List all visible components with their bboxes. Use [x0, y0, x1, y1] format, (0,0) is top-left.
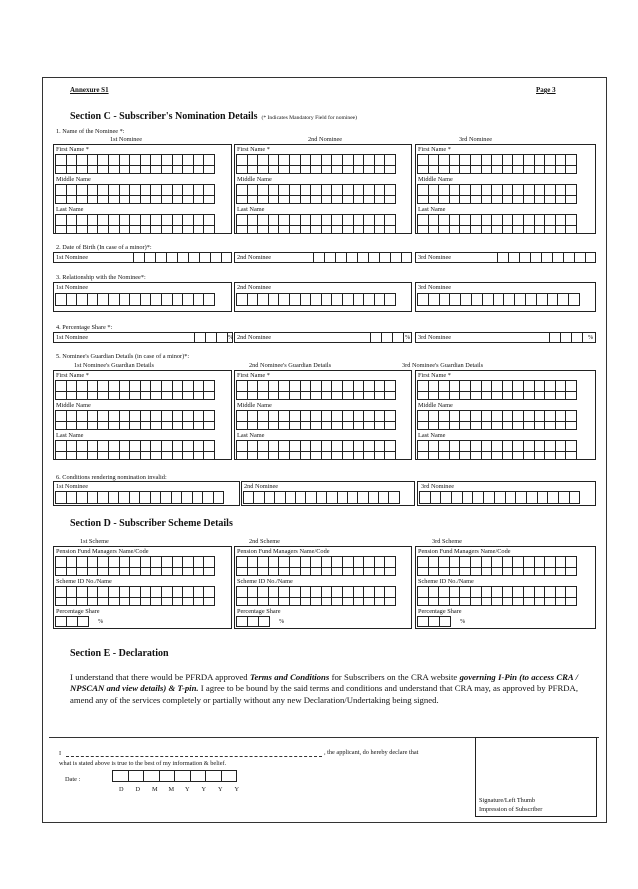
- share-nominee-1-label: 1st Nominee: [56, 334, 89, 341]
- scheme-3-share-percent: %: [460, 618, 466, 625]
- char-cell[interactable]: [388, 491, 399, 504]
- q1-nominee-1-head: 1st Nominee: [110, 136, 143, 143]
- char-cell[interactable]: [205, 770, 222, 782]
- relationship-nominee-2-label: 2nd Nominee: [237, 284, 272, 291]
- nominee-2-last-name-row2[interactable]: [236, 225, 396, 234]
- belief-text: what is stated above is true to the best of my information & belief.: [59, 760, 227, 767]
- char-cell[interactable]: [565, 597, 577, 606]
- guardian-1-middle-name-label: Middle Name: [56, 402, 91, 409]
- char-cell[interactable]: [203, 293, 215, 306]
- scheme-2-share-cells[interactable]: [236, 616, 270, 627]
- char-cell[interactable]: [203, 225, 215, 234]
- scheme-2-pfm-row2[interactable]: [236, 567, 396, 576]
- char-cell[interactable]: [210, 252, 222, 263]
- scheme-3-head: 3rd Scheme: [432, 538, 462, 545]
- nominee-2-middle-name-row2[interactable]: [236, 195, 396, 204]
- conditions-nominee-3-label: 3rd Nominee: [421, 483, 455, 490]
- decl-governing: governing I-Pin (to access CRA / NPSCAN and view details) & T-pin.: [70, 672, 579, 694]
- date-letter: M: [152, 786, 158, 793]
- decl-part-5: I agree to be bound by the said terms and conditions and understand that CRA may, as approved by PFRDA, amend any of the services completely or partially without any new Declaration/Undertaking being signed.: [70, 683, 578, 705]
- char-cell[interactable]: [77, 616, 89, 627]
- decl-part-1: I understand that there would be PFRDA approved: [70, 672, 250, 682]
- date-cells[interactable]: [112, 770, 237, 782]
- scheme-2-head: 2nd Scheme: [249, 538, 280, 545]
- nominee-2-last-name-label: Last Name: [237, 206, 265, 213]
- share-nominee-2-percent: %: [405, 334, 411, 341]
- decl-terms: Terms and Conditions: [250, 672, 330, 682]
- guardian-2-middle-name-row2[interactable]: [236, 421, 396, 430]
- scheme-2-share-percent: %: [279, 618, 285, 625]
- section-e-title: Section E - Declaration: [70, 648, 169, 659]
- scheme-2-scheme-id-label: Scheme ID No./Name: [237, 578, 293, 585]
- scheme-1-pfm-label: Pension Fund Managers Name/Code: [56, 548, 149, 555]
- q1-label: 1. Name of the Nominee *:: [56, 128, 125, 135]
- nominee-2-middle-name-label: Middle Name: [237, 176, 272, 183]
- char-cell[interactable]: [203, 451, 215, 460]
- char-cell[interactable]: [384, 195, 396, 204]
- guardian-1-head: 1st Nominee's Guardian Details: [74, 362, 155, 369]
- applicant-text: , the applicant, do hereby declare that: [324, 749, 419, 756]
- char-cell[interactable]: [565, 567, 577, 576]
- relationship-nominee-1-cells[interactable]: [55, 293, 215, 306]
- char-cell[interactable]: [384, 567, 396, 576]
- scheme-2-share-label: Percentage Share: [237, 608, 281, 615]
- char-cell[interactable]: [143, 770, 160, 782]
- date-letter: M: [168, 786, 175, 793]
- section-c-note: (* Indicates Mandatory Field for nominee): [261, 115, 358, 121]
- date-letter: D: [119, 786, 124, 793]
- share-nominee-2-label: 2nd Nominee: [237, 334, 272, 341]
- guardian-3-last-name-label: Last Name: [418, 432, 446, 439]
- scheme-3-scheme-id-label: Scheme ID No./Name: [418, 578, 474, 585]
- char-cell[interactable]: [128, 770, 145, 782]
- declare-i: I: [59, 750, 62, 757]
- nominee-1-middle-name-row2[interactable]: [55, 195, 215, 204]
- char-cell[interactable]: [390, 252, 402, 263]
- char-cell[interactable]: [203, 195, 215, 204]
- signature-box[interactable]: [475, 737, 597, 817]
- decl-part-3: for Subscribers on the CRA website: [329, 672, 460, 682]
- conditions-nominee-3-cells[interactable]: [419, 491, 580, 504]
- char-cell[interactable]: [213, 491, 225, 504]
- q4-label: 4. Percentage Share *:: [56, 324, 113, 331]
- guardian-3-middle-name-label: Middle Name: [418, 402, 453, 409]
- char-cell[interactable]: [384, 225, 396, 234]
- scheme-1-share-percent: %: [98, 618, 104, 625]
- nominee-3-middle-name-row2[interactable]: [417, 195, 577, 204]
- scheme-1-share-label: Percentage Share: [56, 608, 100, 615]
- scheme-1-head: 1st Scheme: [80, 538, 109, 545]
- conditions-nominee-1-label: 1st Nominee: [56, 483, 89, 490]
- char-cell[interactable]: [384, 421, 396, 430]
- char-cell[interactable]: [384, 165, 396, 174]
- section-c-title: Section C - Subscriber's Nomination Details: [70, 111, 258, 122]
- dob-nominee-2-cells[interactable]: [313, 252, 402, 263]
- guardian-3-first-name-row2[interactable]: [417, 391, 577, 400]
- date-letter: Y: [201, 786, 207, 793]
- date-letter: D: [135, 786, 141, 793]
- guardian-3-middle-name-row2[interactable]: [417, 421, 577, 430]
- char-cell[interactable]: [258, 616, 270, 627]
- char-cell[interactable]: [203, 597, 215, 606]
- char-cell[interactable]: [384, 293, 396, 306]
- relationship-nominee-3-cells[interactable]: [417, 293, 580, 306]
- applicant-name-line[interactable]: [66, 756, 322, 757]
- char-cell[interactable]: [190, 770, 207, 782]
- char-cell[interactable]: [574, 252, 586, 263]
- share-nominee-1-cells[interactable]: [194, 332, 228, 343]
- impression-label: Impression of Subscriber: [479, 806, 543, 813]
- scheme-3-pfm-row2[interactable]: [417, 567, 577, 576]
- guardian-3-last-name-row2[interactable]: [417, 451, 577, 460]
- char-cell[interactable]: [568, 293, 580, 306]
- q3-label: 3. Relationship with the Nominee*:: [56, 274, 146, 281]
- share-nominee-3-cells[interactable]: [549, 332, 583, 343]
- scheme-2-scheme-id-row2[interactable]: [236, 597, 396, 606]
- q5-label: 5. Nominee's Guardian Details (in case of a minor)*:: [56, 353, 190, 360]
- char-cell[interactable]: [203, 165, 215, 174]
- char-cell[interactable]: [569, 491, 581, 504]
- share-nominee-3-percent: %: [588, 334, 594, 341]
- char-cell[interactable]: [565, 225, 577, 234]
- char-cell[interactable]: [565, 451, 577, 460]
- nominee-1-first-name-row2[interactable]: [55, 165, 215, 174]
- scheme-3-pfm-label: Pension Fund Managers Name/Code: [418, 548, 511, 555]
- nominee-1-last-name-row2[interactable]: [55, 225, 215, 234]
- share-nominee-3-label: 3rd Nominee: [418, 334, 452, 341]
- share-nominee-1-percent: %: [228, 334, 234, 341]
- scheme-1-scheme-id-label: Scheme ID No./Name: [56, 578, 112, 585]
- char-cell[interactable]: [384, 391, 396, 400]
- dob-nominee-1-cells[interactable]: [133, 252, 222, 263]
- relationship-nominee-1-label: 1st Nominee: [56, 284, 89, 291]
- scheme-3-share-cells[interactable]: [417, 616, 451, 627]
- char-cell[interactable]: [571, 332, 583, 343]
- guardian-2-middle-name-label: Middle Name: [237, 402, 272, 409]
- char-cell[interactable]: [384, 451, 396, 460]
- char-cell[interactable]: [565, 421, 577, 430]
- q1-nominee-2-head: 2nd Nominee: [308, 136, 343, 143]
- char-cell[interactable]: [159, 770, 176, 782]
- dob-nominee-1-label: 1st Nominee: [56, 254, 89, 261]
- q2-label: 2. Date of Birth (In case of a minor)*:: [56, 244, 152, 251]
- scheme-1-scheme-id-row2[interactable]: [55, 597, 215, 606]
- char-cell[interactable]: [216, 332, 228, 343]
- guardian-3-head: 3rd Nominee's Guardian Details: [402, 362, 484, 369]
- declaration-text: [70, 672, 578, 706]
- share-nominee-2-cells[interactable]: [370, 332, 404, 343]
- nominee-3-first-name-row2[interactable]: [417, 165, 577, 174]
- section-d-title: Section D - Subscriber Scheme Details: [70, 518, 233, 529]
- guardian-1-first-name-label: First Name *: [56, 372, 89, 379]
- nominee-2-first-name-label: First Name *: [237, 146, 270, 153]
- dob-nominee-2-label: 2nd Nominee: [237, 254, 272, 261]
- char-cell[interactable]: [203, 567, 215, 576]
- guardian-1-middle-name-row2[interactable]: [55, 421, 215, 430]
- guardian-2-last-name-row2[interactable]: [236, 451, 396, 460]
- char-cell[interactable]: [203, 391, 215, 400]
- char-cell[interactable]: [174, 770, 191, 782]
- scheme-3-share-label: Percentage Share: [418, 608, 462, 615]
- guardian-1-first-name-row2[interactable]: [55, 391, 215, 400]
- char-cell[interactable]: [439, 616, 451, 627]
- guardian-2-first-name-row2[interactable]: [236, 391, 396, 400]
- date-label: Date :: [65, 776, 81, 783]
- char-cell[interactable]: [565, 165, 577, 174]
- guardian-2-last-name-label: Last Name: [237, 432, 265, 439]
- nominee-3-last-name-row2[interactable]: [417, 225, 577, 234]
- char-cell[interactable]: [392, 332, 404, 343]
- nominee-3-middle-name-label: Middle Name: [418, 176, 453, 183]
- char-cell[interactable]: [221, 770, 238, 782]
- scheme-1-pfm-row2[interactable]: [55, 567, 215, 576]
- char-cell[interactable]: [112, 770, 129, 782]
- scheme-2-pfm-label: Pension Fund Managers Name/Code: [237, 548, 330, 555]
- nominee-2-first-name-row2[interactable]: [236, 165, 396, 174]
- nominee-1-middle-name-label: Middle Name: [56, 176, 91, 183]
- nominee-3-last-name-label: Last Name: [418, 206, 446, 213]
- guardian-2-first-name-label: First Name *: [237, 372, 270, 379]
- nominee-1-last-name-label: Last Name: [56, 206, 84, 213]
- relationship-nominee-3-label: 3rd Nominee: [418, 284, 452, 291]
- conditions-nominee-2-label: 2nd Nominee: [244, 483, 279, 490]
- nominee-3-first-name-label: First Name *: [418, 146, 451, 153]
- char-cell[interactable]: [203, 421, 215, 430]
- conditions-nominee-2-cells[interactable]: [243, 491, 400, 504]
- signature-label: Signature/Left Thumb: [479, 797, 536, 804]
- conditions-nominee-1-cells[interactable]: [55, 491, 224, 504]
- section-c-heading: [70, 106, 357, 124]
- char-cell[interactable]: [565, 195, 577, 204]
- guardian-3-first-name-label: First Name *: [418, 372, 451, 379]
- relationship-nominee-2-cells[interactable]: [236, 293, 396, 306]
- scheme-1-share-cells[interactable]: [55, 616, 89, 627]
- dob-nominee-3-label: 3rd Nominee: [418, 254, 452, 261]
- guardian-1-last-name-row2[interactable]: [55, 451, 215, 460]
- date-letter: Y: [234, 786, 240, 793]
- char-cell[interactable]: [384, 597, 396, 606]
- scheme-3-scheme-id-row2[interactable]: [417, 597, 577, 606]
- q1-nominee-3-head: 3rd Nominee: [459, 136, 493, 143]
- nominee-1-first-name-label: First Name *: [56, 146, 89, 153]
- date-letter: Y: [218, 786, 223, 793]
- annexure-label: Annexure S1: [70, 86, 109, 94]
- char-cell[interactable]: [565, 391, 577, 400]
- dob-nominee-3-cells[interactable]: [497, 252, 586, 263]
- q6-label: 6. Conditions rendering nomination invalid:: [56, 474, 167, 481]
- guardian-1-last-name-label: Last Name: [56, 432, 84, 439]
- date-letter: Y: [185, 786, 190, 793]
- guardian-2-head: 2nd Nominee's Guardian Details: [249, 362, 332, 369]
- page-number: Page 3: [536, 86, 556, 94]
